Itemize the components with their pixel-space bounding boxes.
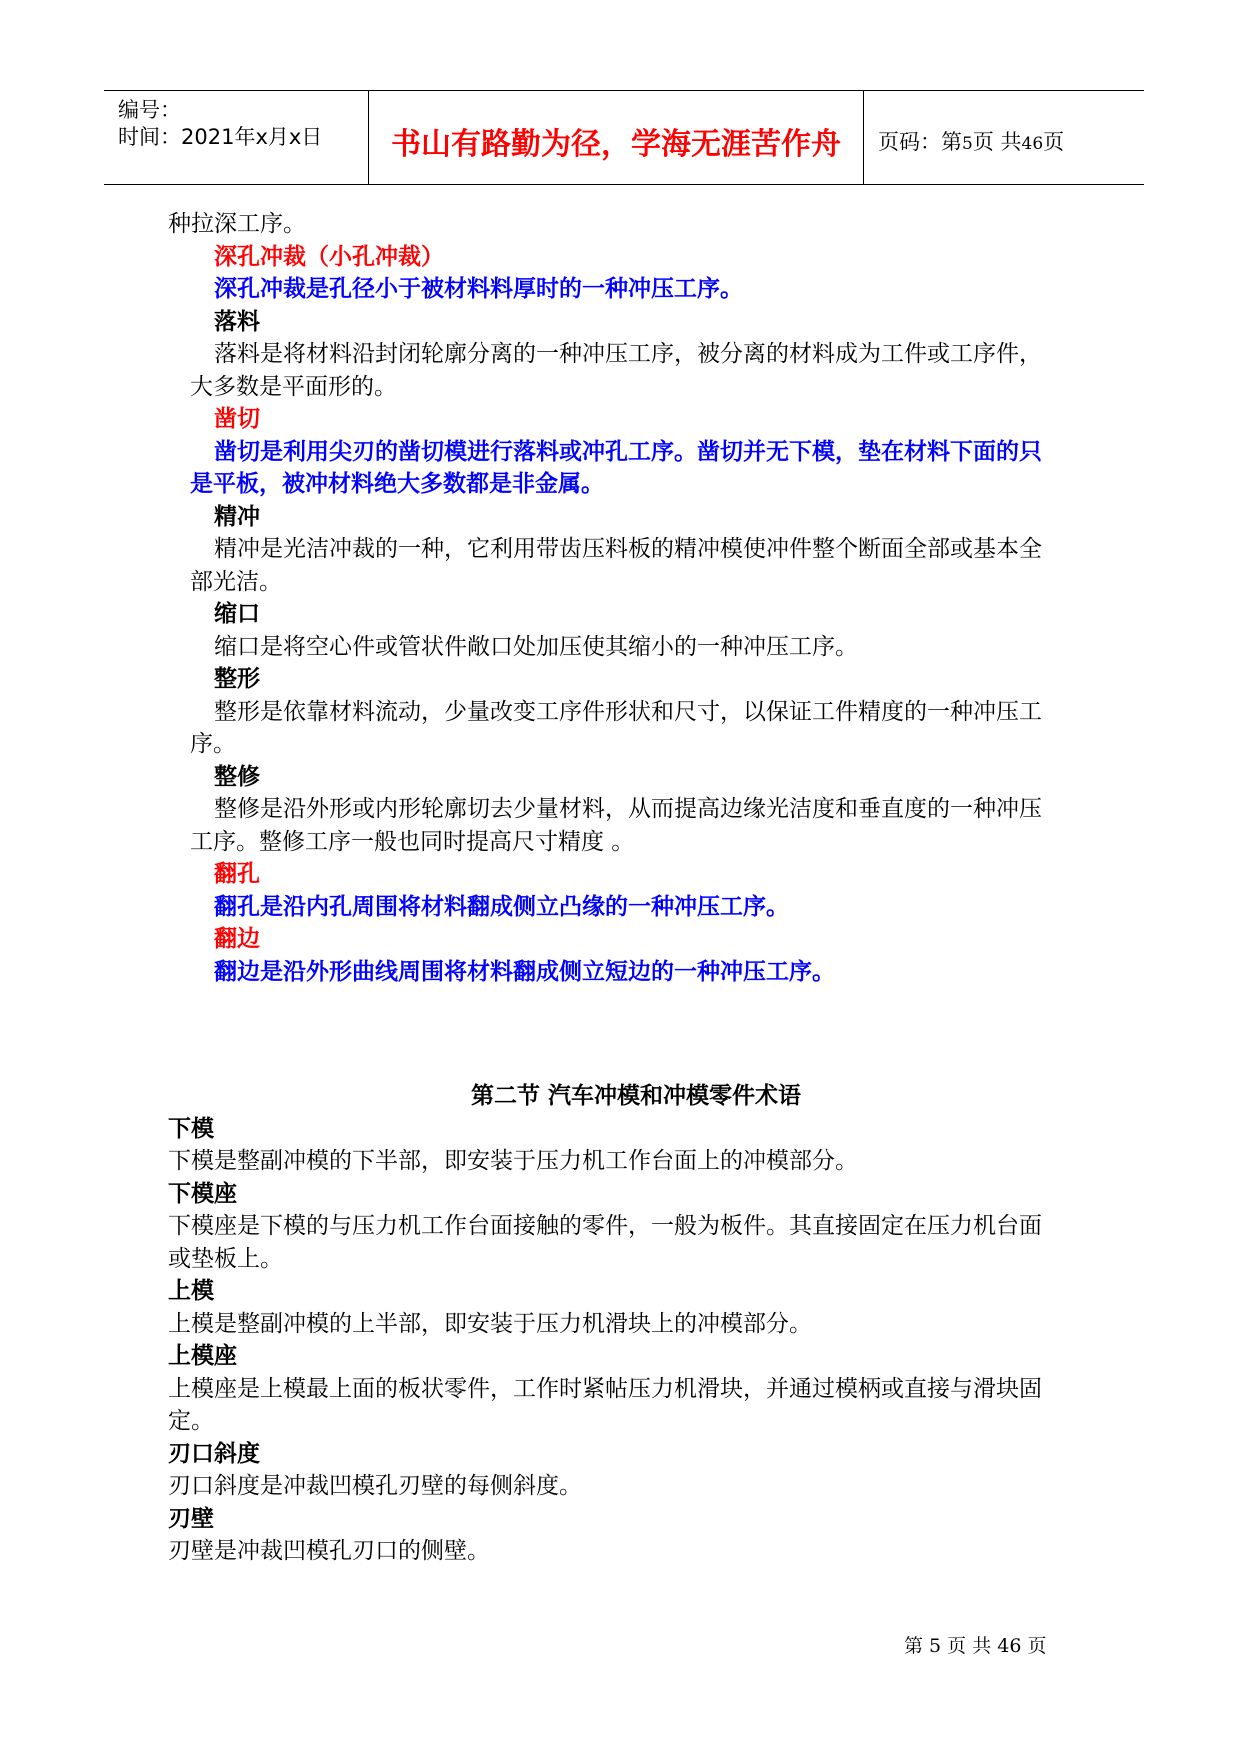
terms-list-continued <box>168 208 1062 988</box>
document-date: 时间：2021年x月x日 <box>118 125 323 149</box>
stamping-definition: 缩口是将空心件或管状件敞口处加压使其缩小的一种冲压工序。 <box>214 633 858 660</box>
stamping-definition: 精冲是光洁冲裁的一种，它利用带齿压料板的精冲模使冲件整个断面全部或基本全部光洁。 <box>190 536 1042 595</box>
stamping-term-heading: 缩口 <box>214 600 260 627</box>
page-prefix: 页码：第 <box>878 130 962 154</box>
document-number: 编号： <box>118 98 181 122</box>
stamping-definition: 翻孔是沿内孔周围将材料翻成侧立凸缘的一种冲压工序。 <box>214 892 789 920</box>
header-page-number <box>878 126 1064 156</box>
die-definition: 上模座是上模最上面的板状零件，工作时紧帖压力机滑块，并通过模柄或直接与滑块固定。 <box>168 1375 1042 1434</box>
page-mid: 页 共 <box>972 130 1022 154</box>
document-body <box>168 208 1062 1568</box>
header-page-cell <box>864 91 1144 184</box>
die-term-heading: 下模 <box>168 1114 214 1142</box>
die-definition: 上模是整副冲模的上半部，即安装于压力机滑块上的冲模部分。 <box>168 1310 812 1337</box>
stamping-term-heading: 落料 <box>214 307 260 335</box>
die-definition: 下模座是下模的与压力机工作台面接触的零件，一般为板件。其直接固定在压力机台面或垫板上。 <box>168 1213 1042 1272</box>
die-term-heading: 刃壁 <box>168 1504 214 1532</box>
header-info-cell <box>104 91 368 184</box>
die-term-heading: 刃口斜度 <box>168 1439 260 1467</box>
stamping-definition: 深孔冲裁是孔径小于被材料料厚时的一种冲压工序。 <box>214 275 743 302</box>
die-term-heading: 上模 <box>168 1277 214 1304</box>
stamping-definition: 种拉深工序。 <box>168 211 306 237</box>
stamping-term-heading: 深孔冲裁（小孔冲裁） <box>214 242 444 270</box>
page-header <box>104 90 1144 185</box>
stamping-term-heading: 凿切 <box>214 405 260 432</box>
page-footer: 第 5 页 共 46 页 <box>904 1635 1047 1657</box>
page-suffix: 页 <box>1043 130 1065 154</box>
stamping-definition: 凿切是利用尖刃的凿切模进行落料或冲孔工序。凿切并无下模，垫在材料下面的只是平板，被冲材料绝大多数都是非金属。 <box>190 437 1042 497</box>
section-gap <box>190 988 1062 1080</box>
stamping-term-heading: 翻边 <box>214 925 260 952</box>
page-current: 5 <box>962 134 973 154</box>
stamping-definition: 落料是将材料沿封闭轮廓分离的一种冲压工序，被分离的材料成为工件或工序件，大多数是平面形的。 <box>190 341 1042 400</box>
die-term-heading: 下模座 <box>168 1179 237 1207</box>
stamping-term-heading: 精冲 <box>214 502 260 530</box>
die-term-heading: 上模座 <box>168 1342 237 1369</box>
die-definition: 下模是整副冲模的下半部，即安装于压力机工作台面上的冲模部分。 <box>168 1148 858 1174</box>
die-definition: 刃口斜度是冲裁凹模孔刃壁的每侧斜度。 <box>168 1473 582 1499</box>
stamping-definition: 翻边是沿外形曲线周围将材料翻成侧立短边的一种冲压工序。 <box>214 957 835 985</box>
stamping-term-heading: 整修 <box>214 762 260 790</box>
stamping-definition: 整形是依靠材料流动，少量改变工序件形状和尺寸，以保证工件精度的一种冲压工序。 <box>190 698 1042 757</box>
stamping-term-heading: 整形 <box>214 665 260 692</box>
page-total: 46 <box>1021 134 1044 154</box>
header-motto: 书山有路勤为径，学海无涯苦作舟 <box>391 127 841 162</box>
header-motto-cell <box>368 91 864 184</box>
stamping-term-heading: 翻孔 <box>214 860 260 887</box>
section-title: 第二节 汽车冲模和冲模零件术语 <box>470 1082 801 1109</box>
die-definition: 刃壁是冲裁凹模孔刃口的侧壁。 <box>168 1538 490 1564</box>
stamping-definition: 整修是沿外形或内形轮廓切去少量材料，从而提高边缘光洁度和垂直度的一种冲压工序。整修工序一般也同时提高尺寸精度 。 <box>190 796 1042 855</box>
section-terms-list <box>168 1113 1062 1568</box>
